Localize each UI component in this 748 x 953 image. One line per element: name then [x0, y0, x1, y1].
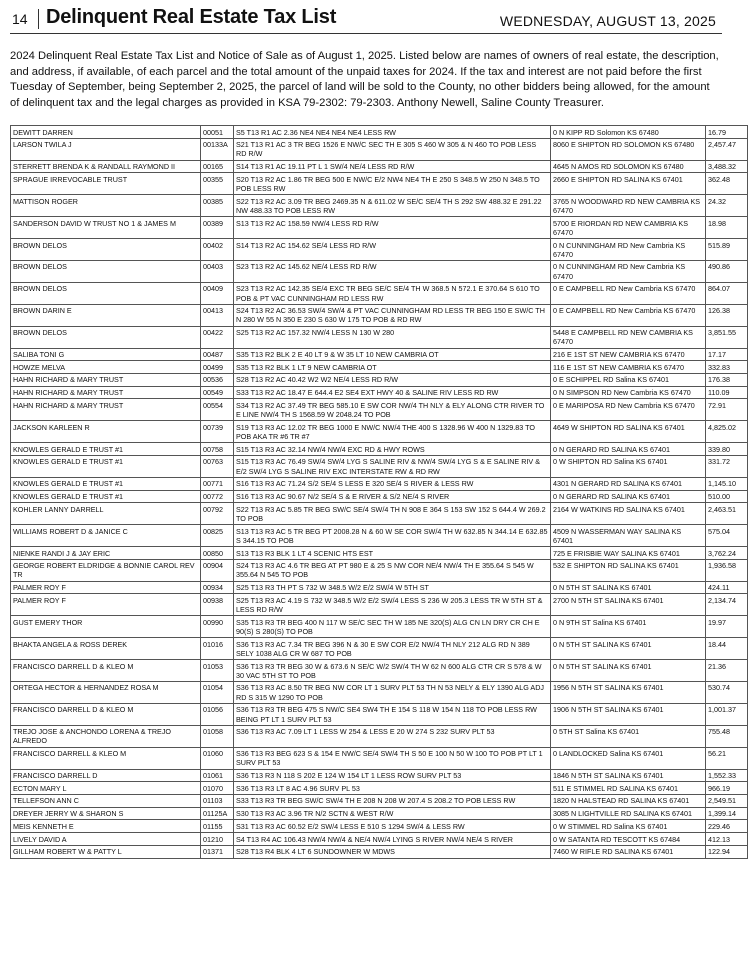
- amount-due: 17.17: [706, 348, 748, 361]
- property-address: 2660 E SHIPTON RD SALINA KS 67401: [551, 173, 706, 195]
- table-row: [11, 260, 748, 282]
- legal-description: S23 T13 R2 AC 142.35 SE/4 EXC TR BEG SE/C SE/4 TH W 368.5 N 572.1 E 370.64 S 610 TO POB & PT VAC CUNNINGHAM RD LESS RW: [234, 282, 551, 304]
- property-address: 3085 N LIGHTVILLE RD SALINA KS 67401: [551, 807, 706, 820]
- table-row: [11, 195, 748, 217]
- table-row: [11, 361, 748, 374]
- property-address: 0 N GERARD RD SALINA KS 67401: [551, 490, 706, 503]
- property-address: 4645 N AMOS RD SOLOMON KS 67480: [551, 160, 706, 173]
- property-address: 0 E MARIPOSA RD New Cambria KS 67470: [551, 399, 706, 421]
- amount-due: 4,825.02: [706, 421, 748, 443]
- property-address: 0 5TH ST Salina KS 67401: [551, 725, 706, 747]
- property-address: 4301 N GERARD RD SALINA KS 67401: [551, 477, 706, 490]
- legal-description: S31 T13 R3 AC 60.52 E/2 SW/4 LESS E 510 S 1294 SW/4 & LESS RW: [234, 820, 551, 833]
- amount-due: 3,762.24: [706, 547, 748, 560]
- table-row: [11, 820, 748, 833]
- legal-description: S5 T13 R1 AC 2.36 NE4 NE4 NE4 NE4 LESS RW: [234, 126, 551, 139]
- legal-description: S15 T13 R3 AC 32.14 NW/4 NW/4 EXC RD & HWY ROWS: [234, 443, 551, 456]
- parcel-id: 01125A: [201, 807, 234, 820]
- owner-name: KNOWLES GERALD E TRUST #1: [11, 490, 201, 503]
- property-address: 2164 W WATKINS RD SALINA KS 67401: [551, 503, 706, 525]
- parcel-id: 01210: [201, 833, 234, 846]
- amount-due: 575.04: [706, 525, 748, 547]
- owner-name: FRANCISCO DARRELL D: [11, 769, 201, 782]
- legal-description: S35 T13 R3 TR BEG 400 N 117 W SE/C SEC TH W 185 NE 320(S) ALG CN LN DRY CR CH E 90(S) S 280(S) TO POB: [234, 616, 551, 638]
- owner-name: PALMER ROY F: [11, 581, 201, 594]
- property-address: 0 E CAMPBELL RD New Cambria KS 67470: [551, 304, 706, 326]
- owner-name: WILLIAMS ROBERT D & JANICE C: [11, 525, 201, 547]
- property-address: 0 N 9TH ST Salina KS 67401: [551, 616, 706, 638]
- property-address: 0 N CUNNINGHAM RD New Cambria KS 67470: [551, 260, 706, 282]
- property-address: 0 W SATANTA RD TESCOTT KS 67484: [551, 833, 706, 846]
- property-address: 216 E 1ST ST NEW CAMBRIA KS 67470: [551, 348, 706, 361]
- legal-description: S35 T13 R2 BLK 1 LT 9 NEW CAMBRIA OT: [234, 361, 551, 374]
- table-row: [11, 386, 748, 399]
- parcel-id: 01103: [201, 794, 234, 807]
- owner-name: ECTON MARY L: [11, 782, 201, 795]
- parcel-id: 00771: [201, 477, 234, 490]
- amount-due: 424.11: [706, 581, 748, 594]
- owner-name: SPRAGUE IRREVOCABLE TRUST: [11, 173, 201, 195]
- legal-description: S36 T13 R3 AC 8.50 TR BEG NW COR LT 1 SURV PLT 53 TH N 53 NELY & ELY 1390 ALG ADJ RD S 315 W 1290 TO POB: [234, 681, 551, 703]
- owner-name: SALIBA TONI G: [11, 348, 201, 361]
- legal-description: S35 T13 R2 BLK 2 E 40 LT 9 & W 35 LT 10 NEW CAMBRIA OT: [234, 348, 551, 361]
- table-row: [11, 782, 748, 795]
- legal-description: S14 T13 R1 AC 19.11 PT L 1 SW/4 NE/4 LESS RD R/W: [234, 160, 551, 173]
- parcel-id: 00739: [201, 421, 234, 443]
- amount-due: 2,463.51: [706, 503, 748, 525]
- owner-name: SANDERSON DAVID W TRUST NO 1 & JAMES M: [11, 217, 201, 239]
- property-address: 0 N SIMPSON RD New Cambria KS 67470: [551, 386, 706, 399]
- amount-due: 362.48: [706, 173, 748, 195]
- legal-description: S13 T13 R3 AC 5 TR BEG PT 2008.28 N & 60 W SE COR SW/4 TH W 632.85 N 344.14 E 632.85 S 344.15 TO POB: [234, 525, 551, 547]
- property-address: 7460 W RIFLE RD SALINA KS 67401: [551, 845, 706, 858]
- table-row: [11, 845, 748, 858]
- table-row: [11, 747, 748, 769]
- table-row: [11, 490, 748, 503]
- owner-name: MEIS KENNETH E: [11, 820, 201, 833]
- tax-list-body: [11, 126, 748, 859]
- property-address: 0 N 5TH ST SALINA KS 67401: [551, 581, 706, 594]
- property-address: 1846 N 5TH ST SALINA KS 67401: [551, 769, 706, 782]
- owner-name: NIENKE RANDI J & JAY ERIC: [11, 547, 201, 560]
- parcel-id: 00938: [201, 594, 234, 616]
- table-row: [11, 217, 748, 239]
- property-address: 0 N KIPP RD Solomon KS 67480: [551, 126, 706, 139]
- owner-name: HAHN RICHARD & MARY TRUST: [11, 373, 201, 386]
- table-row: [11, 525, 748, 547]
- parcel-id: 00165: [201, 160, 234, 173]
- legal-description: S25 T13 R2 AC 157.32 NW/4 LESS N 130 W 280: [234, 326, 551, 348]
- table-row: [11, 547, 748, 560]
- table-row: [11, 807, 748, 820]
- parcel-id: 00549: [201, 386, 234, 399]
- legal-description: S34 T13 R2 AC 37.49 TR BEG 585.10 E SW COR NW/4 TH NLY & ELY ALONG CTR RIVER TO E LINE NW/4 TH S 1568.59 W 2048.24 TO POB: [234, 399, 551, 421]
- amount-due: 3,488.32: [706, 160, 748, 173]
- amount-due: 510.00: [706, 490, 748, 503]
- owner-name: FRANCISCO DARRELL D & KLEO M: [11, 660, 201, 682]
- legal-description: S36 T13 R3 AC 7.09 LT 1 LESS W 254 & LESS E 20 W 274 S 232 SURV PLT 53: [234, 725, 551, 747]
- owner-name: BHAKTA ANGELA & ROSS DEREK: [11, 638, 201, 660]
- owner-name: DEWITT DARREN: [11, 126, 201, 139]
- parcel-id: 00772: [201, 490, 234, 503]
- parcel-id: 00554: [201, 399, 234, 421]
- property-address: 4509 N WASSERMAN WAY SALINA KS 67401: [551, 525, 706, 547]
- page-title: Delinquent Real Estate Tax List: [46, 6, 337, 28]
- legal-description: S25 T13 R3 AC 4.19 S 732 W 348.5 W/2 E/2 SW/4 LESS S 236 W 205.3 LESS TR W 5TH ST & LESS RD R/W: [234, 594, 551, 616]
- parcel-id: 00792: [201, 503, 234, 525]
- table-row: [11, 703, 748, 725]
- amount-due: 56.21: [706, 747, 748, 769]
- amount-due: 2,134.74: [706, 594, 748, 616]
- table-row: [11, 126, 748, 139]
- parcel-id: 00389: [201, 217, 234, 239]
- amount-due: 1,001.37: [706, 703, 748, 725]
- owner-name: LARSON TWILA J: [11, 138, 201, 160]
- parcel-id: 01371: [201, 845, 234, 858]
- legal-description: S36 T13 R3 BEG 623 S & 154 E NW/C SE/4 SW/4 TH S 50 E 100 N 50 W 100 TO POB PT LT 1 SURV PLT 53: [234, 747, 551, 769]
- parcel-id: 00499: [201, 361, 234, 374]
- owner-name: GEORGE ROBERT ELDRIDGE & BONNIE CAROL REV TR: [11, 559, 201, 581]
- legal-description: S28 T13 R2 AC 40.42 W2 W2 NE/4 LESS RD R/W: [234, 373, 551, 386]
- legal-description: S24 T13 R2 AC 36.53 SW/4 SW/4 & PT VAC CUNNINGHAM RD LESS TR BEG 150 E SW/C TH N 280 W 55 N 350 E 230 S 630 W 175 TO POB & RD RW: [234, 304, 551, 326]
- amount-due: 2,549.51: [706, 794, 748, 807]
- table-row: [11, 326, 748, 348]
- legal-description: S36 T13 R3 N 118 S 202 E 124 W 154 LT 1 LESS ROW SURV PLT 53: [234, 769, 551, 782]
- legal-description: S24 T13 R3 AC 4.6 TR BEG AT PT 980 E & 25 S NW COR NE/4 NW/4 TH E 355.64 S 545 W 355.64 N 545 TO POB: [234, 559, 551, 581]
- legal-description: S19 T13 R3 AC 12.02 TR BEG 1000 E NW/C NW/4 THE 400 S 1328.96 W 400 N 1329.83 TO POB AKA TR #6 TR #7: [234, 421, 551, 443]
- parcel-id: 00904: [201, 559, 234, 581]
- legal-description: S25 T13 R3 TH PT S 732 W 348.5 W/2 E/2 SW/4 W 5TH ST: [234, 581, 551, 594]
- table-row: [11, 660, 748, 682]
- amount-due: 331.72: [706, 455, 748, 477]
- legal-description: S21 T13 R1 AC 3 TR BEG 1526 E NW/C SEC TH E 305 S 460 W 305 & N 460 TO POB LESS RD R/W: [234, 138, 551, 160]
- table-row: [11, 239, 748, 261]
- table-row: [11, 399, 748, 421]
- table-row: [11, 373, 748, 386]
- amount-due: 864.07: [706, 282, 748, 304]
- property-address: 1956 N 5TH ST SALINA KS 67401: [551, 681, 706, 703]
- table-row: [11, 503, 748, 525]
- property-address: 511 E STIMMEL RD SALINA KS 67401: [551, 782, 706, 795]
- table-row: [11, 282, 748, 304]
- parcel-id: 00758: [201, 443, 234, 456]
- table-row: [11, 769, 748, 782]
- parcel-id: 01155: [201, 820, 234, 833]
- table-row: [11, 477, 748, 490]
- table-row: [11, 304, 748, 326]
- table-row: [11, 443, 748, 456]
- amount-due: 3,851.55: [706, 326, 748, 348]
- amount-due: 490.86: [706, 260, 748, 282]
- owner-name: MATTISON ROGER: [11, 195, 201, 217]
- owner-name: TELLEFSON ANN C: [11, 794, 201, 807]
- legal-description: S15 T13 R3 AC 76.49 SW/4 SW/4 LYG S SALINE RIV & NW/4 SW/4 LYG S & E SALINE RIV & E/2 SW/4 LYG S SALINE RIV EXC INTERSTATE RW & RD RW: [234, 455, 551, 477]
- amount-due: 176.38: [706, 373, 748, 386]
- property-address: 0 W SHIPTON RD Salina KS 67401: [551, 455, 706, 477]
- owner-name: BROWN DARIN E: [11, 304, 201, 326]
- legal-description: S13 T13 R3 BLK 1 LT 4 SCENIC HTS EST: [234, 547, 551, 560]
- owner-name: KNOWLES GERALD E TRUST #1: [11, 477, 201, 490]
- parcel-id: 01053: [201, 660, 234, 682]
- owner-name: BROWN DELOS: [11, 326, 201, 348]
- legal-description: S14 T13 R2 AC 154.62 SE/4 LESS RD R/W: [234, 239, 551, 261]
- owner-name: PALMER ROY F: [11, 594, 201, 616]
- property-address: 725 E FRISBIE WAY SALINA KS 67401: [551, 547, 706, 560]
- table-row: [11, 594, 748, 616]
- legal-description: S36 T13 R3 TR BEG 30 W & 673.6 N SE/C W/2 SW/4 TH W 62 N 600 ALG CTR CR S 578 & W 30 VAC 5TH ST TO POB: [234, 660, 551, 682]
- header-divider: [38, 9, 39, 29]
- property-address: 4649 W SHIPTON RD SALINA KS 67401: [551, 421, 706, 443]
- owner-name: TREJO JOSE & ANCHONDO LORENA & TREJO ALFREDO: [11, 725, 201, 747]
- amount-due: 515.89: [706, 239, 748, 261]
- property-address: 2700 N 5TH ST SALINA KS 67401: [551, 594, 706, 616]
- parcel-id: 01070: [201, 782, 234, 795]
- table-row: [11, 616, 748, 638]
- owner-name: BROWN DELOS: [11, 239, 201, 261]
- property-address: 532 E SHIPTON RD SALINA KS 67401: [551, 559, 706, 581]
- amount-due: 412.13: [706, 833, 748, 846]
- amount-due: 18.98: [706, 217, 748, 239]
- property-address: 0 N 5TH ST SALINA KS 67401: [551, 660, 706, 682]
- amount-due: 24.32: [706, 195, 748, 217]
- amount-due: 19.97: [706, 616, 748, 638]
- amount-due: 530.74: [706, 681, 748, 703]
- parcel-id: 00536: [201, 373, 234, 386]
- property-address: 0 LANDLOCKED Salina KS 67401: [551, 747, 706, 769]
- owner-name: HOWZE MELVA: [11, 361, 201, 374]
- property-address: 5448 E CAMPBELL RD NEW CAMBRIA KS 67470: [551, 326, 706, 348]
- parcel-id: 00990: [201, 616, 234, 638]
- amount-due: 126.38: [706, 304, 748, 326]
- owner-name: ORTEGA HECTOR & HERNANDEZ ROSA M: [11, 681, 201, 703]
- table-row: [11, 581, 748, 594]
- property-address: 0 N CUNNINGHAM RD New Cambria KS 67470: [551, 239, 706, 261]
- amount-due: 110.09: [706, 386, 748, 399]
- table-row: [11, 138, 748, 160]
- parcel-id: 00403: [201, 260, 234, 282]
- owner-name: GILLHAM ROBERT W & PATTY L: [11, 845, 201, 858]
- legal-description: S23 T13 R2 AC 145.62 NE/4 LESS RD R/W: [234, 260, 551, 282]
- parcel-id: 00850: [201, 547, 234, 560]
- amount-due: 1,936.58: [706, 559, 748, 581]
- owner-name: HAHN RICHARD & MARY TRUST: [11, 386, 201, 399]
- owner-name: FRANCISCO DARRELL & KLEO M: [11, 747, 201, 769]
- legal-description: S33 T13 R2 AC 18.47 E 644.4 E2 SE4 EXT HWY 40 & SALINE RIV LESS RD RW: [234, 386, 551, 399]
- legal-description: S16 T13 R3 AC 90.67 N/2 SE/4 S & E RIVER & S/2 NE/4 S RIVER: [234, 490, 551, 503]
- owner-name: JACKSON KARLEEN R: [11, 421, 201, 443]
- legal-description: S16 T13 R3 AC 71.24 S/2 SE/4 S LESS E 320 SE/4 S RIVER & LESS RW: [234, 477, 551, 490]
- property-address: 8060 E SHIPTON RD SOLOMON KS 67480: [551, 138, 706, 160]
- table-row: [11, 638, 748, 660]
- amount-due: 21.36: [706, 660, 748, 682]
- page-header: [10, 7, 720, 33]
- parcel-id: 00355: [201, 173, 234, 195]
- parcel-id: 00385: [201, 195, 234, 217]
- parcel-id: 00409: [201, 282, 234, 304]
- page-number: 14: [12, 11, 28, 27]
- amount-due: 755.48: [706, 725, 748, 747]
- parcel-id: 00487: [201, 348, 234, 361]
- amount-due: 1,552.33: [706, 769, 748, 782]
- parcel-id: 01061: [201, 769, 234, 782]
- amount-due: 332.83: [706, 361, 748, 374]
- parcel-id: 01060: [201, 747, 234, 769]
- parcel-id: 00422: [201, 326, 234, 348]
- table-row: [11, 348, 748, 361]
- table-row: [11, 833, 748, 846]
- legal-description: S22 T13 R2 AC 3.09 TR BEG 2469.35 N & 611.02 W SE/C SE/4 TH S 292 SW 488.32 E 291.22 NW 488.33 TO POB LESS RW: [234, 195, 551, 217]
- legal-description: S22 T13 R3 AC 5.85 TR BEG SW/C SE/4 SW/4 TH N 908 E 364 S 153 SW 152 S 644.4 W 269.2 TO POB: [234, 503, 551, 525]
- legal-description: S13 T13 R2 AC 158.59 NW/4 LESS RD R/W: [234, 217, 551, 239]
- owner-name: KOHLER LANNY DARRELL: [11, 503, 201, 525]
- property-address: 3765 N WOODWARD RD NEW CAMBRIA KS 67470: [551, 195, 706, 217]
- table-row: [11, 455, 748, 477]
- parcel-id: 01056: [201, 703, 234, 725]
- parcel-id: 00133A: [201, 138, 234, 160]
- amount-due: 18.44: [706, 638, 748, 660]
- owner-name: KNOWLES GERALD E TRUST #1: [11, 443, 201, 456]
- legal-description: S20 T13 R2 AC 1.86 TR BEG 500 E NW/C E/2 NW4 NE4 TH E 250 S 348.5 W 250 N 348.5 TO POB LESS RW: [234, 173, 551, 195]
- intro-paragraph: 2024 Delinquent Real Estate Tax List and Notice of Sale as of August 1, 2025. Listed below are names of owners of real estate, the description, and address, if available, of each parcel and the total amount of the unpaid taxes for 2024. If the tax and interest are not paid before the first Tuesday of September, being September 2, 2025, the parcel of land will be sold to the County, no other bidders being allowed, for the amount of delinquent tax and the legal charges as provided in KSA 79-2302: 79-2303. Anthony Newell, Saline County Treasurer.: [10, 50, 719, 109]
- amount-due: 2,457.47: [706, 138, 748, 160]
- owner-name: LIVELY DAVID A: [11, 833, 201, 846]
- property-address: 0 W STIMMEL RD Salina KS 67401: [551, 820, 706, 833]
- amount-due: 966.19: [706, 782, 748, 795]
- parcel-id: 00413: [201, 304, 234, 326]
- amount-due: 122.94: [706, 845, 748, 858]
- legal-description: S4 T13 R4 AC 106.43 NW/4 NW/4 & NE/4 NW/4 LYING S RIVER NW/4 NE/4 S RIVER: [234, 833, 551, 846]
- table-row: [11, 559, 748, 581]
- table-row: [11, 421, 748, 443]
- parcel-id: 01054: [201, 681, 234, 703]
- table-row: [11, 173, 748, 195]
- owner-name: FRANCISCO DARRELL D & KLEO M: [11, 703, 201, 725]
- parcel-id: 01058: [201, 725, 234, 747]
- amount-due: 339.80: [706, 443, 748, 456]
- legal-description: S36 T13 R3 TR BEG 475 S NW/C SE4 SW4 TH E 154 S 118 W 154 N 118 TO POB LESS RW BEING PT LT 1 SURV PLT 53: [234, 703, 551, 725]
- property-address: 0 N GERARD RD SALINA KS 67401: [551, 443, 706, 456]
- parcel-id: 00402: [201, 239, 234, 261]
- amount-due: 229.46: [706, 820, 748, 833]
- table-row: [11, 725, 748, 747]
- amount-due: 1,145.10: [706, 477, 748, 490]
- property-address: 5700 E RIORDAN RD NEW CAMBRIA KS 67470: [551, 217, 706, 239]
- owner-name: BROWN DELOS: [11, 282, 201, 304]
- owner-name: BROWN DELOS: [11, 260, 201, 282]
- tax-list-table: [10, 125, 748, 859]
- parcel-id: 00825: [201, 525, 234, 547]
- owner-name: GUST EMERY THOR: [11, 616, 201, 638]
- amount-due: 72.91: [706, 399, 748, 421]
- parcel-id: 01016: [201, 638, 234, 660]
- header-rule: [10, 33, 722, 34]
- parcel-id: 00934: [201, 581, 234, 594]
- legal-description: S36 T13 R3 AC 7.34 TR BEG 396 N & 30 E SW COR E/2 NW/4 TH NLY 212 ALG RD N 389 SELY 1038 ALG CR W 687 TO POB: [234, 638, 551, 660]
- publication-date: WEDNESDAY, AUGUST 13, 2025: [499, 13, 716, 29]
- property-address: 0 E SCHIPPEL RD Salina KS 67401: [551, 373, 706, 386]
- property-address: 0 E CAMPBELL RD New Cambria KS 67470: [551, 282, 706, 304]
- legal-description: S36 T13 R3 LT 8 AC 4.96 SURV PL 53: [234, 782, 551, 795]
- owner-name: KNOWLES GERALD E TRUST #1: [11, 455, 201, 477]
- property-address: 1820 N HALSTEAD RD SALINA KS 67401: [551, 794, 706, 807]
- table-row: [11, 794, 748, 807]
- legal-description: S28 T13 R4 BLK 4 LT 6 SUNDOWNER W MDWS: [234, 845, 551, 858]
- table-row: [11, 160, 748, 173]
- parcel-id: 00051: [201, 126, 234, 139]
- parcel-id: 00763: [201, 455, 234, 477]
- table-row: [11, 681, 748, 703]
- legal-description: S33 T13 R3 TR BEG SW/C SW/4 TH E 208 N 208 W 207.4 S 208.2 TO POB LESS RW: [234, 794, 551, 807]
- legal-description: S30 T13 R3 AC 3.96 TR N/2 SCTN & WEST R/W: [234, 807, 551, 820]
- owner-name: STERRETT BRENDA K & RANDALL RAYMOND II: [11, 160, 201, 173]
- owner-name: DREYER JERRY W & SHARON S: [11, 807, 201, 820]
- owner-name: HAHN RICHARD & MARY TRUST: [11, 399, 201, 421]
- property-address: 0 N 5TH ST SALINA KS 67401: [551, 638, 706, 660]
- property-address: 1906 N 5TH ST SALINA KS 67401: [551, 703, 706, 725]
- amount-due: 1,399.14: [706, 807, 748, 820]
- property-address: 116 E 1ST ST NEW CAMBRIA KS 67470: [551, 361, 706, 374]
- amount-due: 16.79: [706, 126, 748, 139]
